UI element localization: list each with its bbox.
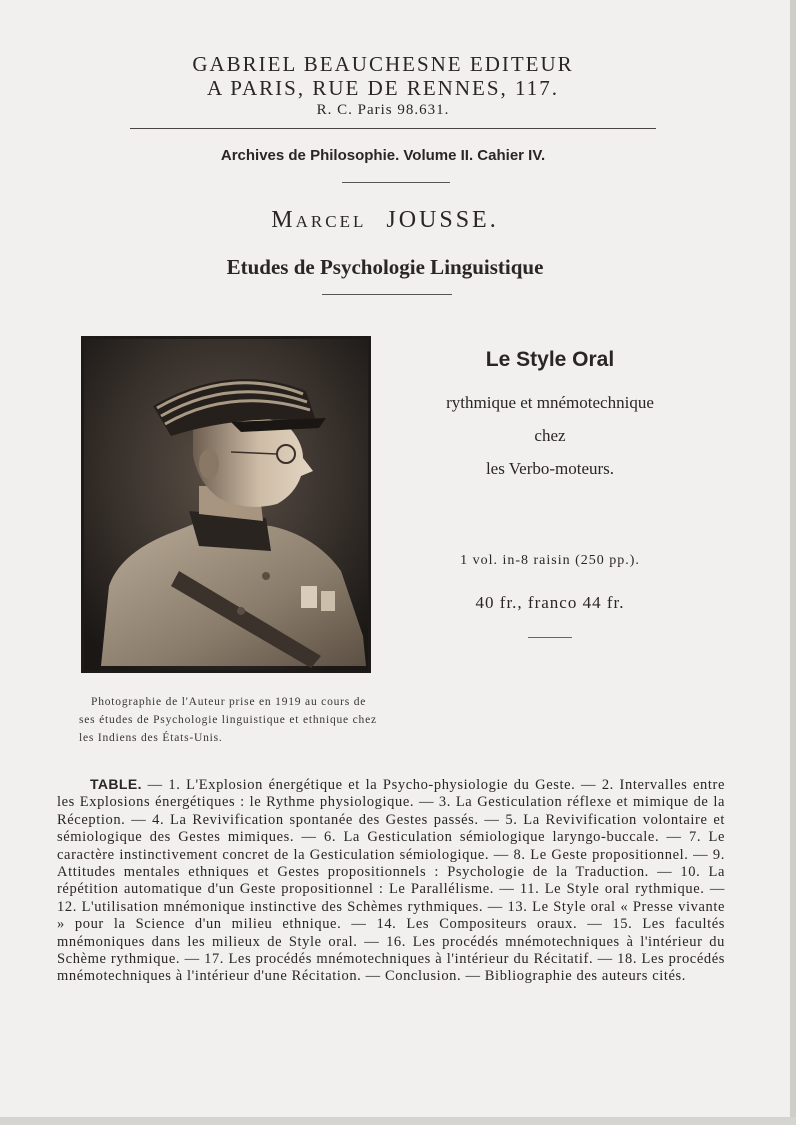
- divider: [528, 637, 572, 638]
- page-bottom-edge: [0, 1117, 796, 1125]
- photo-caption: Photographie de l'Auteur prise en 1919 au cours de ses études de Psychologie linguistique et ethnique chez les Indiens des États-Unis.: [79, 696, 377, 744]
- publisher-address: A PARIS, RUE DE RENNES, 117.: [207, 76, 559, 100]
- author-name: [0, 207, 770, 234]
- table-of-contents: [57, 776, 725, 986]
- author-photograph: [81, 336, 371, 673]
- book-volume-info: 1 vol. in-8 raisin (250 pp.).: [460, 553, 640, 568]
- page-edge-shadow: [790, 0, 796, 1125]
- study-title: Etudes de Psychologie Linguistique: [226, 255, 544, 279]
- book-subtitle: rythmique et mnémotechnique: [446, 393, 654, 412]
- table-contents-text: — 1. L'Explosion énergétique et la Psycho-physiologie du Geste. — 2. Intervalles entre les Explosions énergétiques : le Rythme physiologique. — 3. La Gesticulation réflexe et mimique de la Réception. — 4. La Revivification spontanée des Gestes passés. — 5. La Revivification volontaire et sémiologique des Gestes mimiques. — 6. La Gesticulation sémiologique laryngo-buccale. — 7. Le caractère instinctivement concret de la Gesticulation sémiologique. — 8. Le Geste propositionnel. — 9. Attitudes mentales ethniques et Gestes propositionnels : Psychologie de la Traduction. — 10. La répétition automatique d'un Geste propositionnel : Le Parallélisme. — 11. Le Style oral rythmique. — 12. L'utilisation mnémonique instinctive des Schèmes rythmiques. — 13. Le Style oral « Presse vivante » pour la Science d'un milieu ethnique. — 14. Les Compositeurs oraux. — 15. Les facultés mnémoniques dans les milieux de Style oral. — 16. Les procédés mnémotechniques à l'intérieur du Schème rythmique. — 17. Les procédés mnémotechniques à l'intérieur du Récitatif. — 18. Les procédés mnémotechniques à l'intérieur d'une Récitation. — Conclusion. — Bibliographie des auteurs cités.: [57, 777, 725, 985]
- book-title: Le Style Oral: [485, 348, 615, 371]
- author-last-name: JOUSSE.: [386, 207, 499, 233]
- publisher-name: GABRIEL BEAUCHESNE EDITEUR: [192, 52, 574, 76]
- portrait-image: [81, 336, 371, 673]
- header-rule: [130, 128, 656, 129]
- book-price: 40 fr., franco 44 fr.: [475, 593, 625, 612]
- divider: [342, 182, 450, 183]
- book-subtitle: chez: [534, 426, 566, 445]
- author-first-name: Marcel: [271, 207, 367, 233]
- series-title: Archives de Philosophie. Volume II. Cahier IV.: [220, 147, 546, 164]
- book-subtitle: les Verbo-moteurs.: [485, 459, 615, 478]
- divider: [322, 294, 452, 295]
- table-label: TABLE.: [90, 776, 142, 792]
- publisher-registration: R. C. Paris 98.631.: [316, 102, 450, 118]
